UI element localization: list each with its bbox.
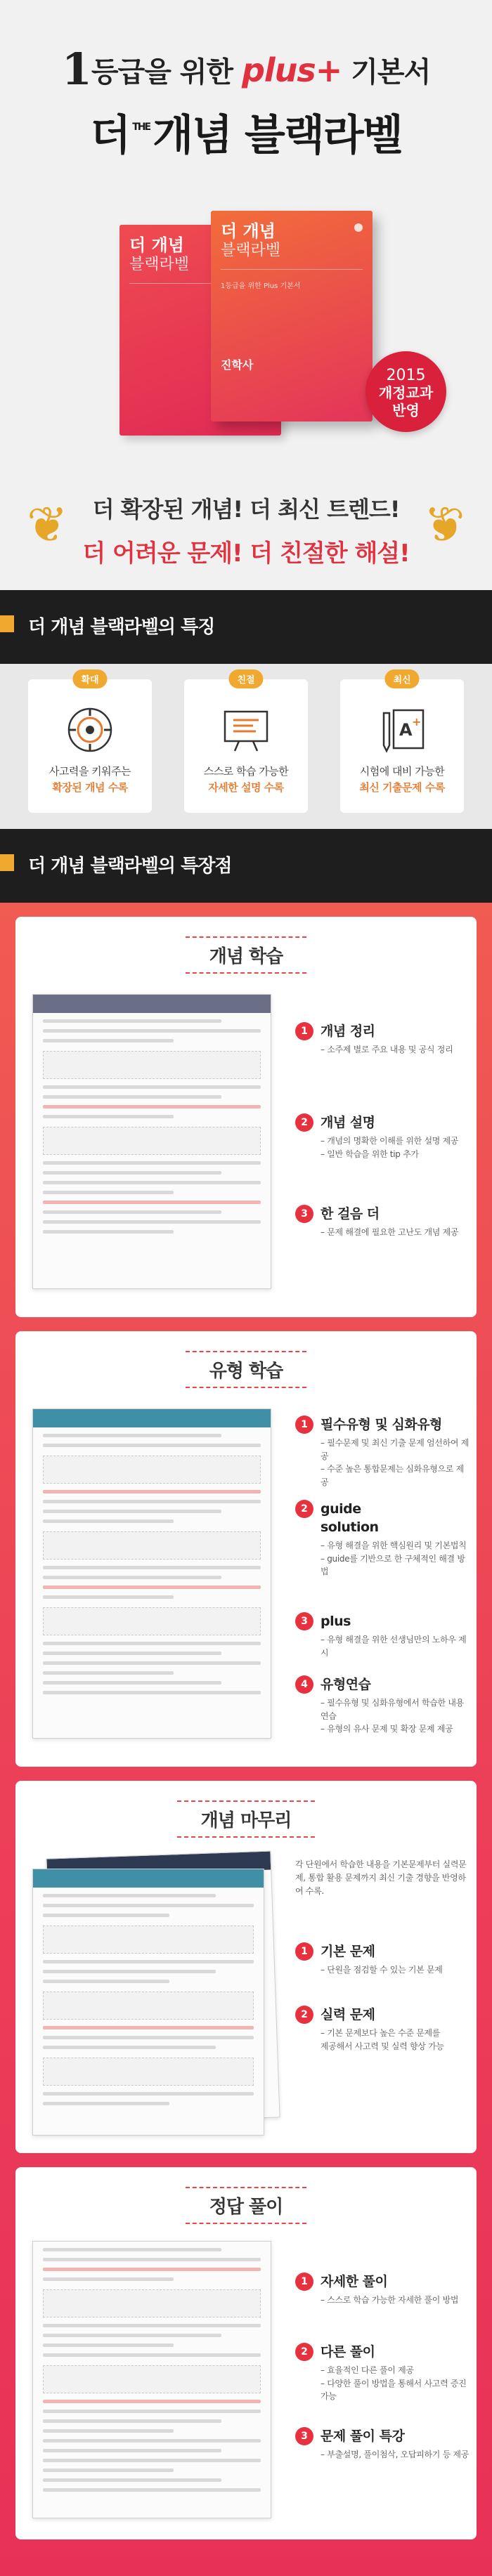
points-area — [0, 903, 492, 2576]
book-publisher-logo: 진학사 — [221, 358, 254, 372]
point-desc: – 기본 문제보다 높은 수준 문제를 제공해서 사고력 및 실력 향상 가능 — [321, 2028, 444, 2051]
point-head: 한 걸음 더 — [321, 1206, 380, 1222]
brain-gear-icon — [63, 703, 117, 757]
wrapup-title: 개념 마무리 — [177, 1800, 316, 1838]
type-point-2 — [295, 1500, 471, 1578]
feature-line2: 자세한 설명 수록 — [208, 781, 284, 794]
screenshot-header — [33, 1409, 271, 1427]
hero-section — [0, 0, 492, 590]
point-number: 2 — [295, 1500, 313, 1518]
point-desc: – 소주제 별로 주요 내용 및 공식 정리 — [321, 1045, 453, 1054]
hero-copy — [0, 492, 492, 568]
wrapup-page-screenshot — [32, 1869, 264, 2136]
main-title-the: THE — [132, 122, 150, 133]
concept-study-section — [15, 917, 477, 1317]
badge-year: 2015 — [386, 367, 426, 384]
point-desc: – 스스로 학습 가능한 자세한 풀이 방법 — [321, 2295, 459, 2305]
point-desc: – 부출설명, 풀이첨삭, 오답피하기 등 제공 — [321, 2450, 469, 2459]
laurel-right-icon: ❦ — [424, 496, 465, 554]
tagline-post: 기본서 — [342, 56, 431, 89]
point-number: 1 — [295, 1942, 313, 1961]
point-head: 실력 문제 — [321, 2007, 375, 2022]
point-head: 개념 정리 — [321, 1024, 375, 1039]
feature-pill: 최신 — [384, 669, 419, 688]
hero-copy-line1: 더 확장된 개념! 더 최신 트렌드! — [92, 496, 400, 523]
book-front-title — [221, 222, 363, 259]
answer-page-screenshot — [32, 2241, 271, 2518]
point-desc: – 필수문제 및 최신 기출 문제 엄선하여 제공 – 수준 높은 통합문제는 심화유형으로 제공 — [321, 1438, 469, 1487]
point-number: 3 — [295, 1205, 313, 1223]
main-title-pre: 더 — [90, 111, 130, 160]
point-number: 2 — [295, 2343, 313, 2361]
points-header — [0, 829, 492, 903]
point-head: 다른 풀이 — [321, 2344, 375, 2360]
wrapup-point-2 — [295, 2006, 471, 2053]
badge-line2: 반영 — [392, 402, 420, 419]
point-number: 3 — [295, 2427, 313, 2445]
book-note: 1등급을 위한 Plus 기본서 — [221, 282, 301, 290]
book-board-icon — [219, 703, 273, 757]
tagline-plus: plus+ — [241, 51, 342, 89]
hero-heading — [0, 44, 492, 162]
point-number: 1 — [295, 1022, 313, 1040]
type-point-3 — [295, 1612, 471, 1659]
answer-point-1 — [295, 2273, 471, 2307]
section-tag-icon — [0, 854, 14, 871]
feature-line2: 최신 기출문제 수록 — [359, 781, 445, 794]
point-head: 필수유형 및 심화유형 — [321, 1417, 442, 1432]
type-study-title: 유형 학습 — [186, 1351, 307, 1388]
point-desc: – 효율적인 다른 풀이 제공 – 다양한 풀이 방법을 통해서 사고력 증진 가능 — [321, 2365, 467, 2402]
concept-page-screenshot — [32, 994, 271, 1289]
feature-line1: 사고력을 키워주는 — [48, 765, 131, 778]
feature-line1: 시험에 대비 가능한 — [359, 765, 445, 778]
wrapup-intro: 각 단원에서 학습한 내용을 기본문제부터 실력문제, 통합 활용 문제까지 최신 기출 경향을 반영하여 수록. — [295, 1859, 467, 1897]
features-title: 더 개념 블랙라벨의 특징 — [28, 617, 215, 638]
screenshot-header — [33, 995, 271, 1013]
answer-point-3 — [295, 2427, 471, 2461]
point-number: 3 — [295, 1612, 313, 1630]
point-number: 2 — [295, 1113, 313, 1132]
badge-line1: 개정교과 — [378, 384, 434, 401]
book-cover-front — [211, 211, 373, 421]
type-point-1 — [295, 1416, 471, 1489]
features-area — [0, 664, 492, 829]
point-desc: – 개념의 명확한 이해를 위한 설명 제공 – 일반 학습을 위한 tip 추가 — [321, 1136, 459, 1159]
wrapup-section — [15, 1781, 477, 2153]
book-front-title-line1: 더 개념 — [221, 221, 276, 241]
point-number: 2 — [295, 2006, 313, 2024]
tagline-one: 1 — [61, 44, 91, 95]
curriculum-badge — [365, 351, 446, 432]
features-header — [0, 590, 492, 664]
point-head: guide solution — [321, 1501, 379, 1535]
point-desc: – 필수유형 및 심화유형에서 학습한 내용 연습 – 유형의 유사 문제 및 확장 문제 제공 — [321, 1698, 464, 1734]
book-emblem-icon — [354, 223, 363, 232]
concept-study-title: 개념 학습 — [186, 936, 307, 974]
hero-copy-line2: 더 어려운 문제! 더 친절한 해설! — [82, 540, 410, 568]
laurel-left-icon: ❦ — [27, 496, 68, 554]
main-title — [0, 102, 492, 162]
type-point-4 — [295, 1675, 471, 1736]
point-number: 1 — [295, 1416, 313, 1434]
point-head: 자세한 풀이 — [321, 2274, 388, 2289]
answer-section — [15, 2167, 477, 2539]
feature-card-latest — [340, 675, 464, 813]
svg-text:+: + — [412, 715, 422, 728]
point-desc: – 단원을 점검할 수 있는 기본 문제 — [321, 1965, 443, 1975]
book-front-title-line2: 블랙라벨 — [221, 241, 281, 259]
point-desc: – 유형 해결을 위한 핵심원리 및 기본법칙 – guide를 기반으로 한 구체적인 해결 방법 — [321, 1541, 467, 1577]
book-back-title-line2: 블랙라벨 — [129, 255, 190, 273]
feature-card-friendly — [184, 675, 308, 813]
feature-card-expanded — [28, 675, 152, 813]
point-desc: – 문제 해결에 필요한 고난도 개념 제공 — [321, 1227, 459, 1237]
points-title: 더 개념 블랙라벨의 특장점 — [28, 856, 232, 877]
point-head: 개념 설명 — [321, 1115, 375, 1130]
answer-title: 정답 풀이 — [186, 2187, 307, 2224]
feature-line1: 스스로 학습 가능한 — [203, 765, 289, 778]
point-number: 1 — [295, 2273, 313, 2291]
feature-pill: 확대 — [72, 669, 107, 688]
concept-point-3 — [295, 1205, 471, 1239]
section-tag-icon — [0, 615, 14, 632]
point-desc: – 유형 해결을 위한 선생님만의 노하우 제시 — [321, 1635, 467, 1658]
tagline-pre: 등급을 위한 — [91, 56, 242, 89]
point-head: 기본 문제 — [321, 1944, 375, 1959]
feature-pill: 친절 — [228, 669, 263, 688]
book-back-title-line1: 더 개념 — [129, 235, 184, 255]
type-page-screenshot — [32, 1408, 271, 1739]
point-number: 4 — [295, 1675, 313, 1694]
pencil-grade-icon — [375, 703, 429, 757]
point-head: 유형연습 — [321, 1677, 371, 1692]
main-title-post: 개념 블랙라벨 — [153, 111, 402, 160]
book-covers — [105, 211, 401, 443]
feature-line2: 확장된 개념 수록 — [52, 781, 128, 794]
point-head: 문제 풀이 특강 — [321, 2428, 405, 2444]
screenshot-header — [33, 1869, 264, 1888]
wrapup-point-1 — [295, 1942, 471, 1977]
concept-point-2 — [295, 1113, 471, 1160]
type-study-section — [15, 1331, 477, 1767]
svg-text:A: A — [399, 720, 413, 740]
book-front-divider — [221, 269, 363, 270]
tagline — [0, 44, 492, 95]
concept-point-1 — [295, 1022, 471, 1057]
point-head: plus — [321, 1614, 351, 1629]
answer-point-2 — [295, 2343, 471, 2403]
